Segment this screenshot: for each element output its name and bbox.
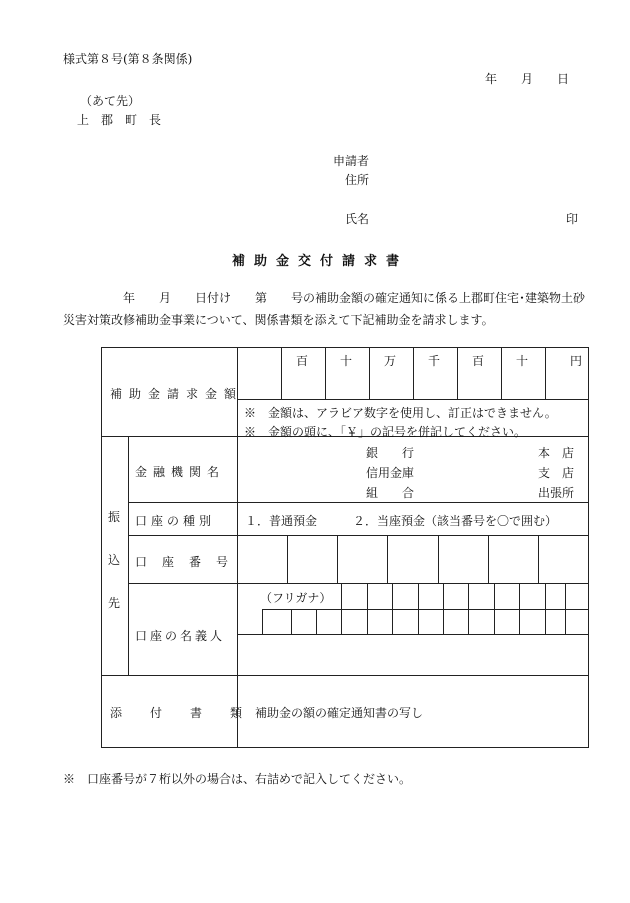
table-rule <box>337 535 338 583</box>
body-text: 年 月 日付け 第 号の補助金額の確定通知に係る上郡町住宅･建築物土砂災害対策改修補助金事業について、関係書類を添えて下記補助金を請求します。 <box>63 291 586 327</box>
table-rule <box>325 347 326 399</box>
account-type-options: １．普通預金 ２．当座預金（該当番号を〇で囲む） <box>245 514 558 528</box>
table-rule <box>128 502 589 503</box>
table-rule <box>545 609 546 634</box>
table-rule <box>341 609 342 634</box>
attachment-label: 添付書類 <box>110 706 271 720</box>
body-paragraph <box>63 287 588 331</box>
table-rule <box>438 535 439 583</box>
account-number-label: 口座番号 <box>135 555 244 569</box>
amount-note: ※ 金額の頭に、「￥」の記号を併記してください。 <box>244 425 527 439</box>
account-holder-label: 口座の名義人 <box>135 629 226 643</box>
table-rule <box>392 583 393 609</box>
table-rule <box>291 609 292 634</box>
amount-unit: 千 <box>428 354 441 368</box>
transfer-label-2: 込 <box>108 553 121 567</box>
table-rule <box>101 675 589 676</box>
table-rule <box>418 609 419 634</box>
date-line: 年 月 日 <box>485 72 570 86</box>
transfer-label-1: 振 <box>108 510 121 524</box>
table-rule <box>369 347 370 399</box>
bank-type: 組 合 <box>366 486 415 500</box>
table-rule <box>468 609 469 634</box>
table-rule <box>341 583 342 609</box>
table-rule <box>565 609 566 634</box>
table-rule <box>392 609 393 634</box>
document-title: 補助金交付請求書 <box>232 254 409 269</box>
bank-type: 信用金庫 <box>366 466 415 480</box>
table-rule <box>316 609 317 634</box>
table-rule <box>287 535 288 583</box>
table-rule <box>128 436 129 675</box>
table-rule <box>262 609 263 634</box>
table-rule <box>519 609 520 634</box>
amount-unit: 百 <box>472 354 485 368</box>
amount-unit: 百 <box>296 354 309 368</box>
table-rule <box>237 399 589 400</box>
table-rule <box>443 609 444 634</box>
table-rule <box>387 535 388 583</box>
furigana-label: （フリガナ） <box>260 591 332 605</box>
branch-type: 出張所 <box>538 486 575 500</box>
table-rule <box>237 634 589 635</box>
attachment-value: 補助金の額の確定通知書の写し <box>255 706 424 720</box>
table-rule <box>545 347 546 399</box>
applicant-label: 申請者 <box>333 154 370 168</box>
bank-type: 銀 行 <box>366 446 415 460</box>
bank-label: 金融機関名 <box>135 465 226 479</box>
table-rule <box>501 347 502 399</box>
branch-type: 支 店 <box>538 466 575 480</box>
table-rule <box>565 583 566 609</box>
table-rule <box>237 347 238 748</box>
addressee: 上 郡 町 長 <box>77 113 162 127</box>
amount-note: ※ 金額は、アラビア数字を使用し、訂正はできません。 <box>244 406 557 420</box>
seal-mark: 印 <box>566 212 579 226</box>
table-rule <box>519 583 520 609</box>
address-label: 住所 <box>345 173 370 187</box>
table-rule <box>494 609 495 634</box>
table-rule <box>413 347 414 399</box>
table-rule <box>443 583 444 609</box>
amount-unit: 円 <box>570 354 583 368</box>
amount-unit: 十 <box>516 354 529 368</box>
table-rule <box>281 347 282 399</box>
footnote: ※ 口座番号が７桁以外の場合は、右詰めで記入してください。 <box>63 772 412 786</box>
amount-label: 補助金請求金額 <box>110 387 244 401</box>
form-number: 様式第８号(第８条関係) <box>63 52 193 66</box>
amount-unit: 万 <box>384 354 397 368</box>
amount-unit: 十 <box>340 354 353 368</box>
table-rule <box>494 583 495 609</box>
table-rule <box>538 535 539 583</box>
table-rule <box>262 609 589 610</box>
table-rule <box>418 583 419 609</box>
table-rule <box>128 535 589 536</box>
name-label: 氏名 <box>345 212 370 226</box>
addressee-label: （あて先） <box>80 94 141 108</box>
table-rule <box>367 583 368 609</box>
account-type-label: 口座の種別 <box>135 514 216 528</box>
table-rule <box>488 535 489 583</box>
table-rule <box>457 347 458 399</box>
table-rule <box>367 609 368 634</box>
transfer-label-3: 先 <box>108 596 121 610</box>
branch-type: 本 店 <box>538 446 575 460</box>
table-rule <box>468 583 469 609</box>
table-rule <box>545 583 546 609</box>
